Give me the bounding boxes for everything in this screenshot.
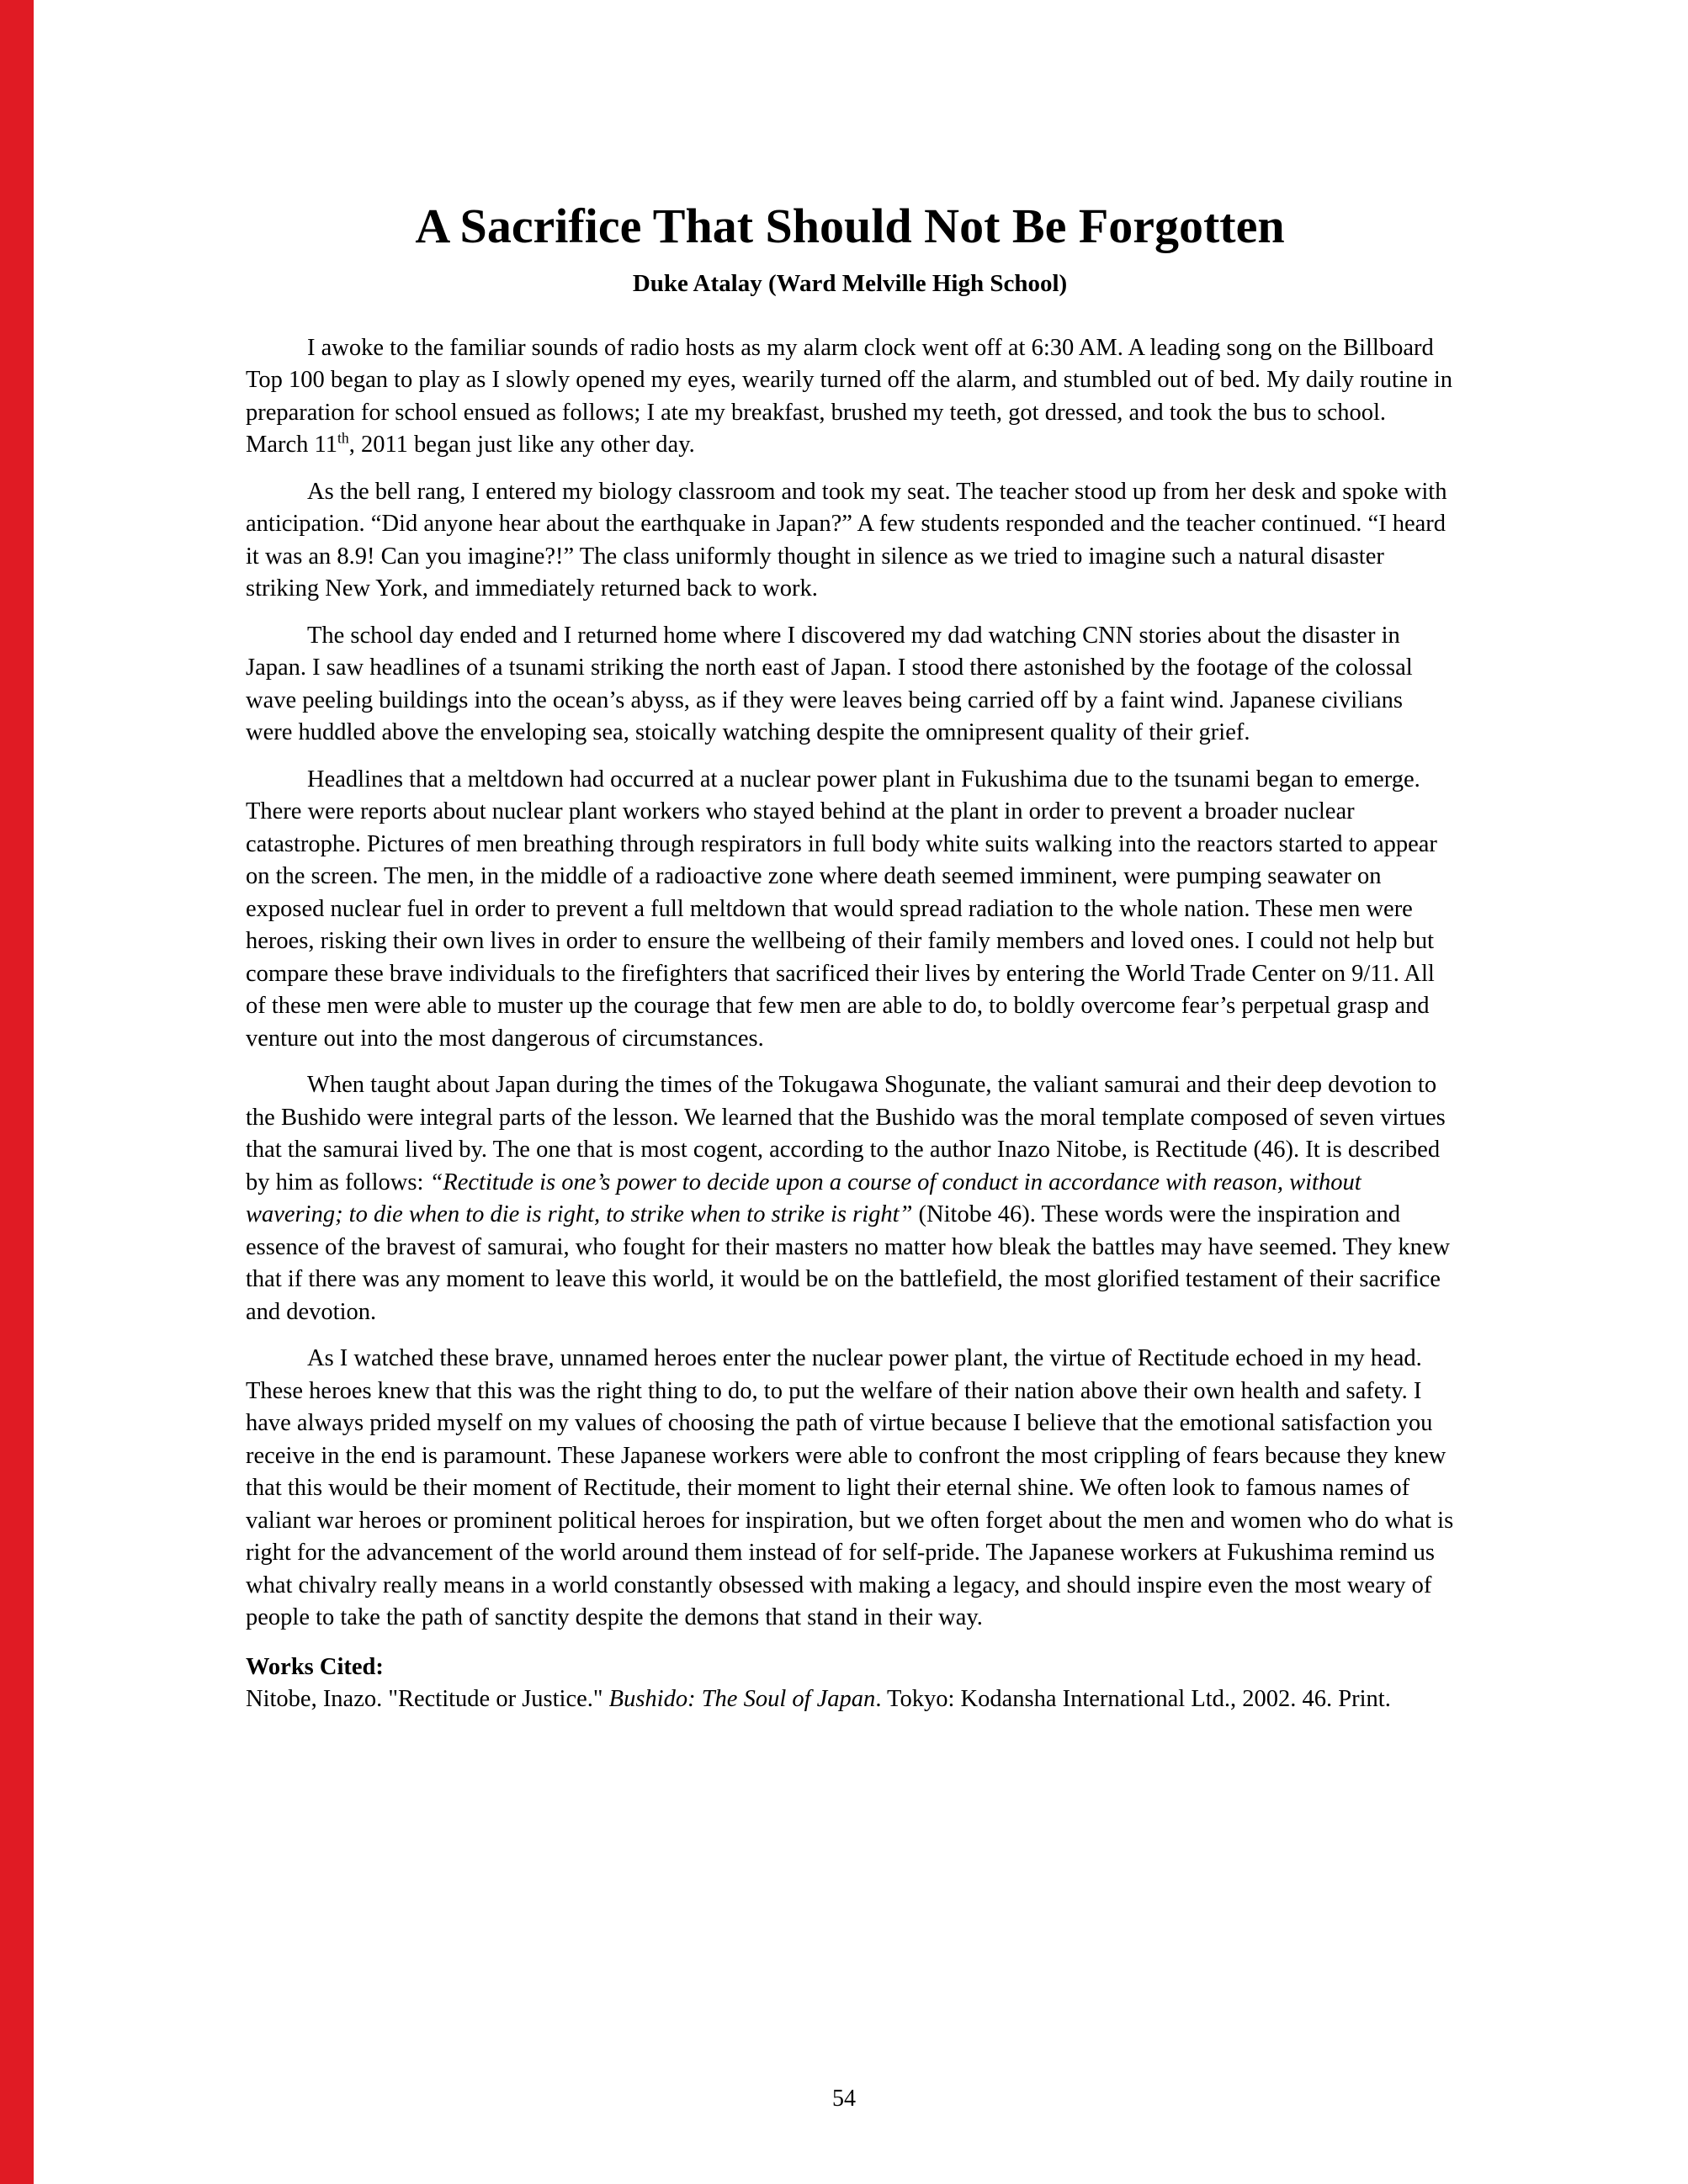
essay-content	[246, 0, 1454, 1716]
essay-paragraph-6: As I watched these brave, unnamed heroes enter the nuclear power plant, the virtue of Rectitude echoed in my head. These heroes knew that this was the right thing to do, to put the welfare of their nation above their own health and safety. I have always prided myself on my values of choosing the path of virtue because I believe that the emotional satisfaction you receive in the end is paramount. These Japanese workers were able to confront the most crippling of fears because they knew that this would be their moment of Rectitude, their moment to light their eternal shine. We often look to famous names of valiant war heroes or prominent political heroes for inspiration, but we often forget about the men and women who do what is right for the advancement of the world around them instead of for self-pride. The Japanese workers at Fukushima remind us what chivalry really means in a world constantly obsessed with making a legacy, and should inspire even the most weary of people to take the path of sanctity despite the demons that stand in their way.	[246, 1345, 1454, 1631]
essay-body	[246, 332, 1454, 1635]
left-edge-red-stripe	[0, 0, 34, 2184]
essay-paragraph-2: As the bell rang, I entered my biology classroom and took my seat. The teacher stood up from her desk and spoke with anticipation. “Did anyone hear about the earthquake in Japan?” A few students responded and the teacher continued. “I heard it was an 8.9! Can you imagine?!” The class uniformly thought in silence as we tried to imagine such a natural disaster striking New York, and immediately returned back to work.	[246, 478, 1447, 602]
page-number: 54	[832, 2086, 856, 2112]
works-cited-entry: Nitobe, Inazo. "Rectitude or Justice." Bushido: The Soul of Japan. Tokyo: Kodansha International Ltd., 2002. 46. Print.	[246, 1686, 1391, 1713]
essay-paragraph-3: The school day ended and I returned home where I discovered my dad watching CNN stories about the disaster in Japan. I saw headlines of a tsunami striking the north east of Japan. I stood there astonished by the footage of the colossal wave peeling buildings into the ocean’s abyss, as if they were leaves being carried off by a faint wind. Japanese civilians were huddled above the enveloping sea, stoically watching despite the omnipresent quality of their grief.	[246, 622, 1413, 746]
essay-byline: Duke Atalay (Ward Melville High School)	[632, 269, 1068, 297]
essay-paragraph-4: Headlines that a meltdown had occurred at a nuclear power plant in Fukushima due to the tsunami began to emerge. There were reports about nuclear plant workers who stayed behind at the plant in order to prevent a broader nuclear catastrophe. Pictures of men breathing through respirators in full body white suits walking into the reactors started to appear on the screen. The men, in the middle of a radioactive zone where death seemed imminent, were pumping seawater on exposed nuclear fuel in order to prevent a full meltdown that would spread radiation to the whole nation. These men were heroes, risking their own lives in order to ensure the wellbeing of their family members and loved ones. I could not help but compare these brave individuals to the firefighters that sacrificed their lives by entering the World Trade Center on 9/11. All of these men were able to muster up the courage that few men are able to do, to boldly overcome fear’s perpetual grasp and venture out into the most dangerous of circumstances.	[246, 766, 1437, 1052]
essay-paragraph-1: I awoke to the familiar sounds of radio hosts as my alarm clock went off at 6:30 AM. A leading song on the Billboard Top 100 began to play as I slowly opened my eyes, wearily turned off the alarm, and stumbled out of bed. My daily routine in preparation for school ensued as follows; I ate my breakfast, brushed my teeth, got dressed, and took the bus to school. March 11th, 2011 began just like any other day.	[246, 334, 1453, 459]
works-cited-heading: Works Cited:	[246, 1653, 384, 1680]
essay-paragraph-5: When taught about Japan during the times of the Tokugawa Shogunate, the valiant samurai and their deep devotion to the Bushido were integral parts of the lesson. We learned that the Bushido was the moral template composed of seven virtues that the samurai lived by. The one that is most cogent, according to the author Inazo Nitobe, is Rectitude (46). It is described by him as follows: “Rectitude is one’s power to decide upon a course of conduct in accordance with reason, without wavering; to die when to die is right, to strike when to strike is right” (Nitobe 46). These words were the inspiration and essence of the bravest of samurai, who fought for their masters no matter how bleak the battles may have seemed. They knew that if there was any moment to leave this world, it would be on the battlefield, the most glorified testament of their sacrifice and devotion.	[246, 1072, 1451, 1325]
essay-title: A Sacrifice That Should Not Be Forgotten	[415, 199, 1285, 253]
